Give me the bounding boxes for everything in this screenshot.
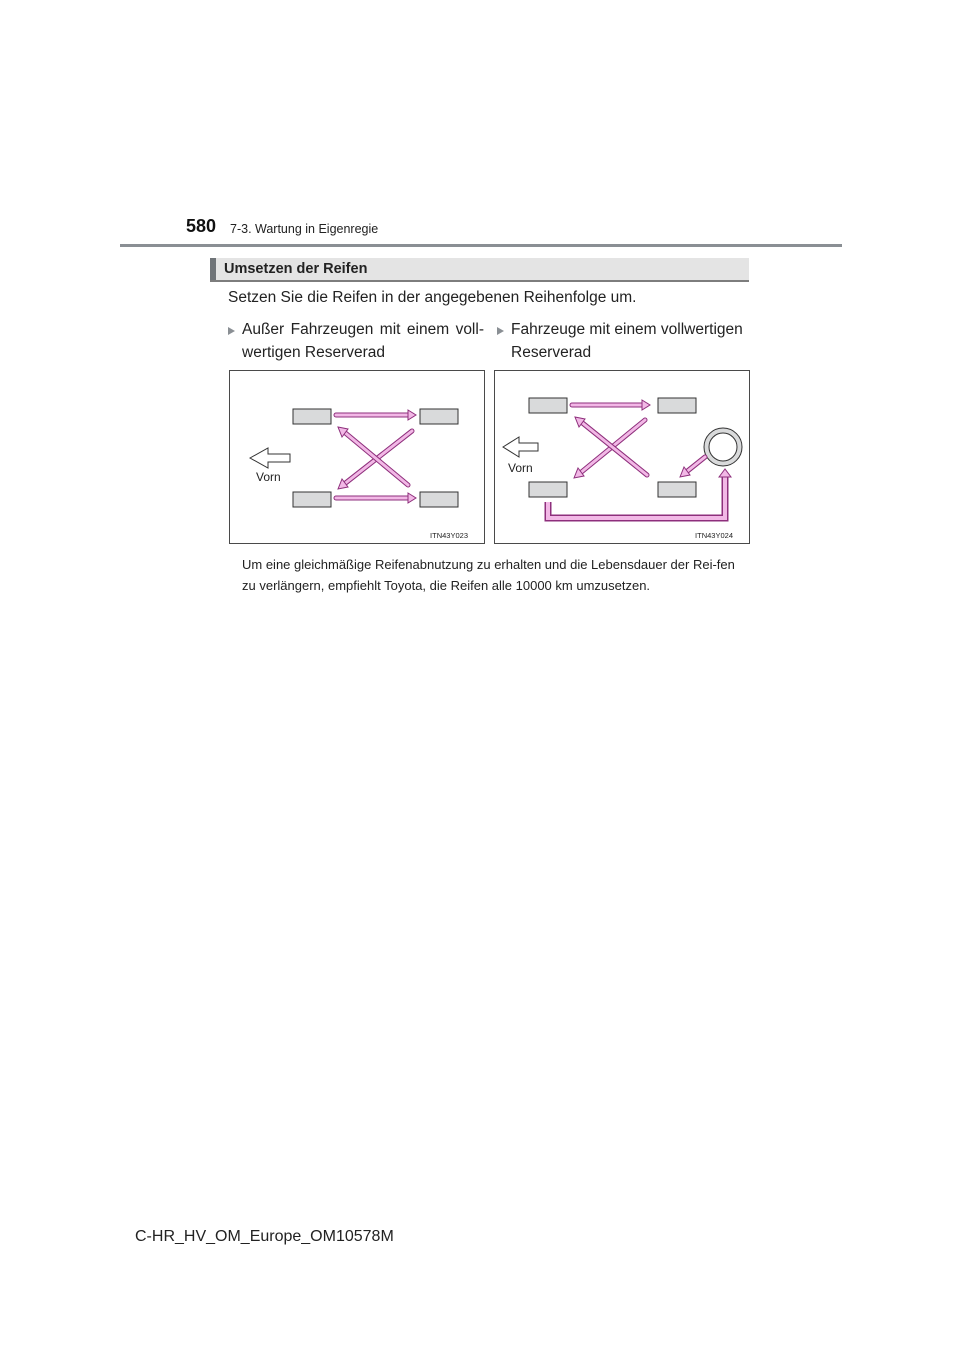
figure-code: ITN43Y024 xyxy=(695,531,733,540)
front-direction-arrow-icon xyxy=(250,448,290,468)
front-label: Vorn xyxy=(256,470,281,484)
rotation-arrow xyxy=(548,475,725,518)
tire-rear-right xyxy=(658,482,696,497)
tire-front-right xyxy=(293,492,331,507)
section-heading xyxy=(210,258,749,282)
rotation-diagram-5-tires xyxy=(494,370,750,544)
tire-rear-right xyxy=(420,492,458,507)
tire-front-left xyxy=(293,409,331,424)
bullet-triangle-icon xyxy=(228,327,235,335)
rotation-diagram-4-tires xyxy=(229,370,485,544)
chapter-reference: 7-3. Wartung in Eigenregie xyxy=(230,222,379,236)
front-direction-arrow-icon xyxy=(503,437,538,457)
tire-front-left xyxy=(529,398,567,413)
heading-accent-bar xyxy=(210,258,216,280)
bullet-text: Fahrzeuge mit einem vollwertigen Reserverad xyxy=(511,321,743,361)
bullet-text: Außer Fahrzeugen mit einem voll-wertigen Reserverad xyxy=(242,321,484,361)
tire-rear-left xyxy=(658,398,696,413)
tire-front-right xyxy=(529,482,567,497)
figure-code: ITN43Y023 xyxy=(430,531,468,540)
bullet-triangle-icon xyxy=(497,327,504,335)
rotation-note: Um eine gleichmäßige Reifenabnutzung zu erhalten und die Lebensdauer der Rei-fen zu verlängern, empfiehlt Toyota, die Reifen alle 10000 km umzusetzen. xyxy=(242,557,735,593)
intro-text: Setzen Sie die Reifen in der angegebenen Reihenfolge um. xyxy=(228,289,637,306)
section-title: Umsetzen der Reifen xyxy=(224,261,368,277)
header-rule xyxy=(120,244,842,247)
footer-document-id: C-HR_HV_OM_Europe_OM10578M xyxy=(135,1228,394,1245)
tire-rear-left xyxy=(420,409,458,424)
page-number: 580 xyxy=(186,216,217,236)
front-label: Vorn xyxy=(508,461,533,475)
